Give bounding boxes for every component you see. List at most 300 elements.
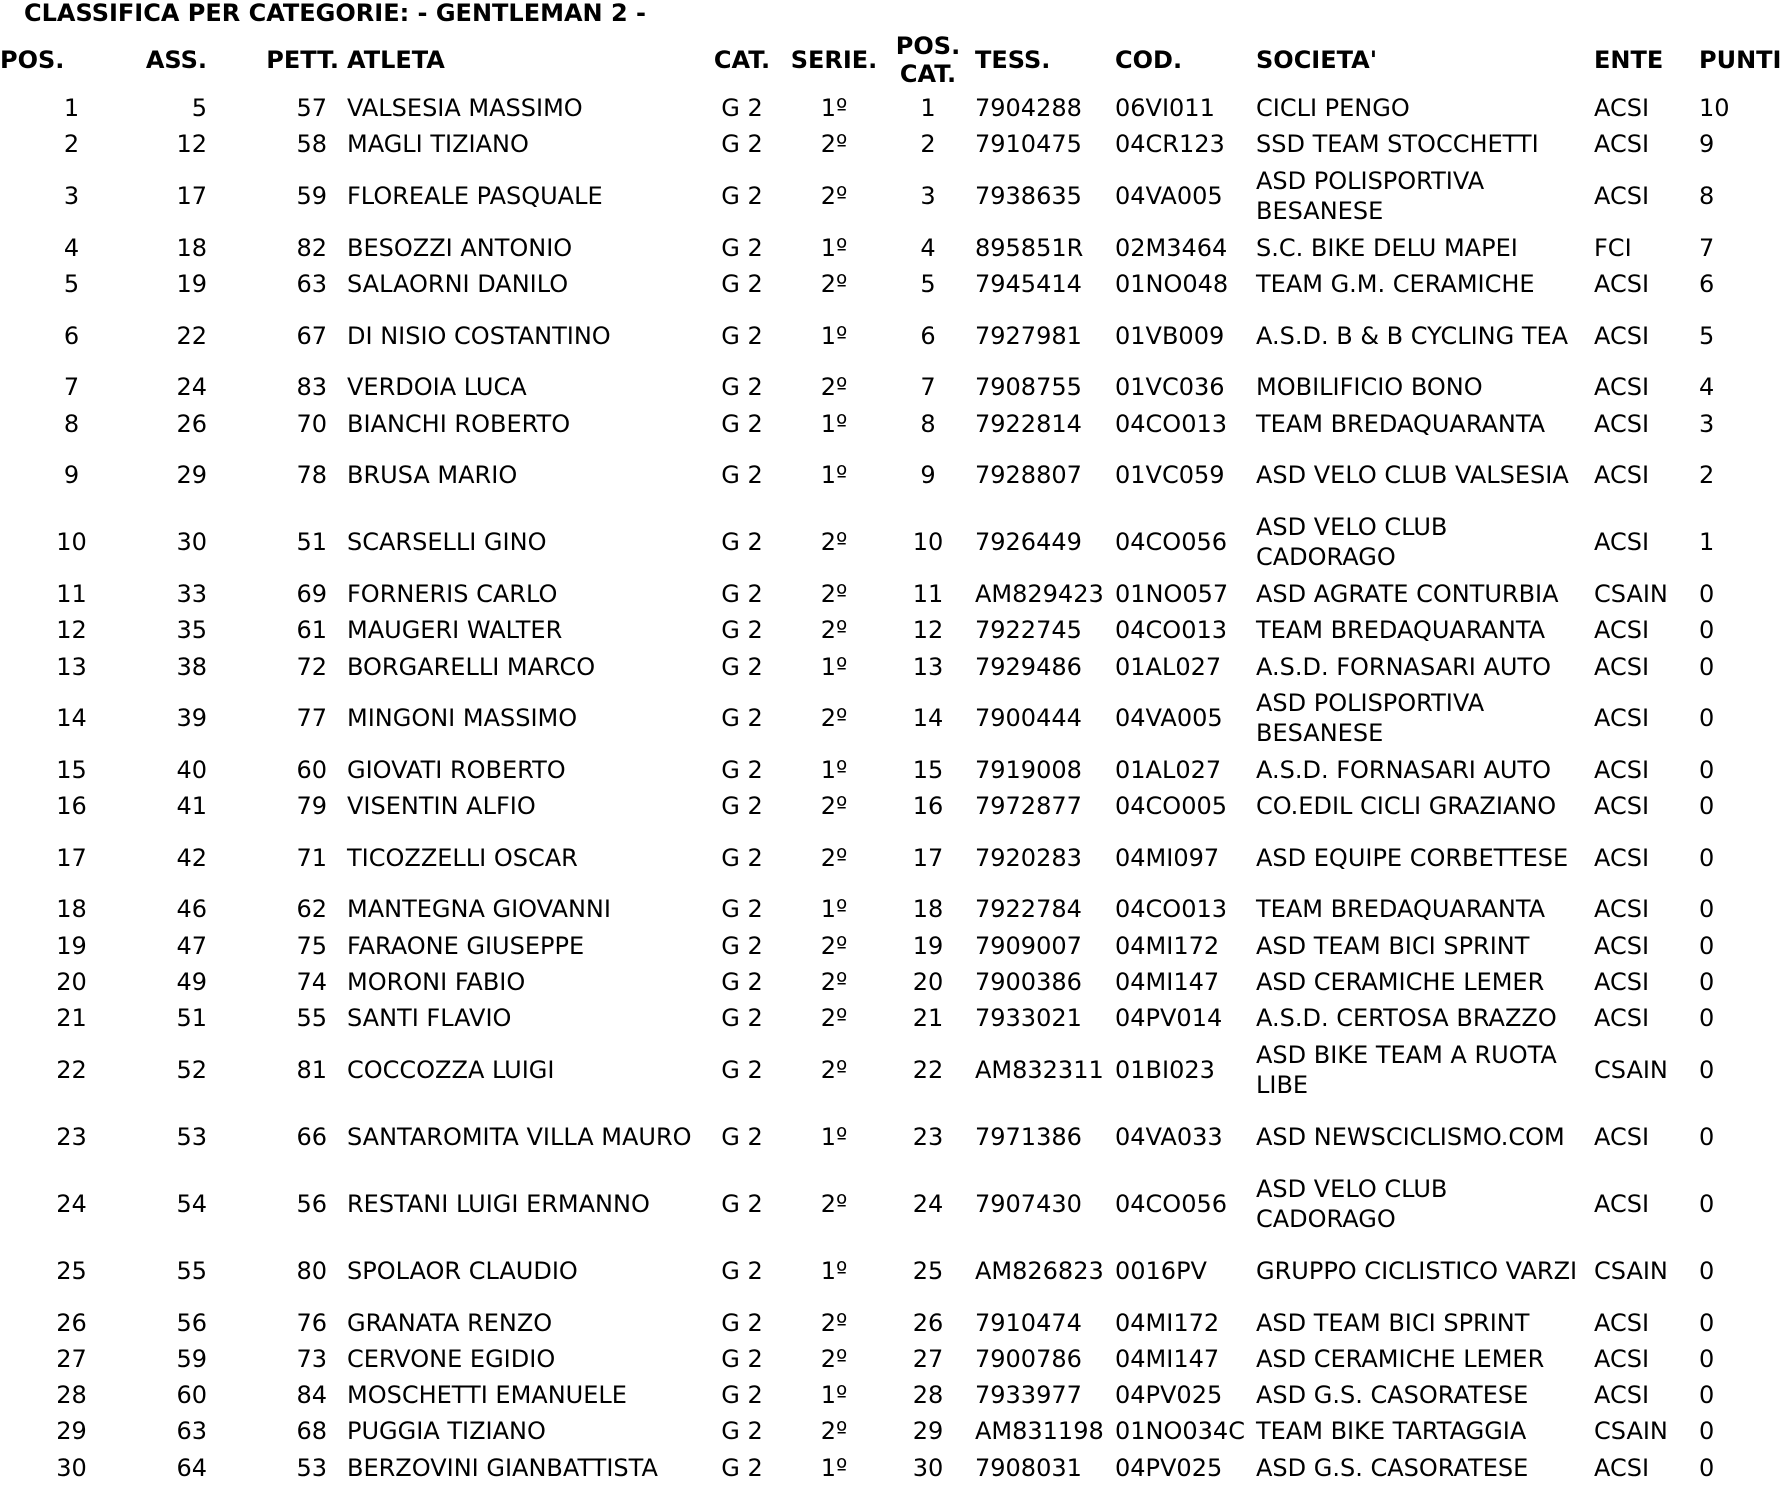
cell-punti: 0: [1699, 755, 1715, 784]
cell-pos: 7: [63, 373, 80, 402]
table-row: [0, 1237, 1789, 1304]
cell-pos: 24: [56, 1189, 87, 1218]
cell-cat: G 2: [721, 270, 763, 299]
cell-tess: AM831198: [975, 1417, 1104, 1446]
header-ente: ENTE: [1594, 46, 1664, 74]
cell-pett: 66: [296, 1122, 327, 1151]
cell-atleta: BORGARELLI MARCO: [347, 652, 596, 681]
table-row: [0, 1000, 1789, 1036]
cell-ass: 18: [176, 233, 207, 262]
header-pos-cat-line2: CAT.: [899, 60, 957, 88]
cell-cat: G 2: [721, 792, 763, 821]
table-row: [0, 788, 1789, 824]
cell-serie: 1º: [820, 1453, 848, 1482]
cell-pos: 25: [56, 1256, 87, 1285]
table-row: [0, 405, 1789, 441]
cell-atleta: MORONI FABIO: [347, 968, 526, 996]
cell-societa: A.S.D. CERTOSA BRAZZO: [1256, 1004, 1557, 1033]
cell-tess: 7904288: [975, 94, 1082, 123]
cell-cod: 01VB009: [1115, 321, 1225, 350]
cell-serie: 2º: [820, 528, 848, 557]
cell-serie: 1º: [820, 1122, 848, 1151]
table-row: [0, 126, 1789, 162]
cell-tess: 7927981: [975, 321, 1082, 350]
cell-societa: ASD NEWSCICLISMO.COM: [1256, 1122, 1565, 1151]
header-societa: SOCIETA': [1256, 46, 1378, 74]
cell-punti: 7: [1699, 233, 1715, 262]
cell-serie: 2º: [820, 1055, 848, 1084]
cell-cod: 01VC036: [1115, 373, 1225, 402]
cell-serie: 2º: [820, 968, 848, 996]
cell-cat: G 2: [721, 321, 763, 350]
cell-pos: 14: [56, 704, 87, 733]
cell-cat: G 2: [721, 1004, 763, 1033]
cell-ente: ACSI: [1594, 1381, 1650, 1410]
cell-tess: 7907430: [975, 1189, 1082, 1218]
cell-tess: 7922814: [975, 409, 1082, 438]
cell-tess: 7908031: [975, 1453, 1082, 1482]
cell-serie: 1º: [820, 755, 848, 784]
cell-punti: 0: [1699, 704, 1715, 733]
cell-ass: 55: [176, 1256, 207, 1285]
cell-ass: 54: [176, 1189, 207, 1218]
cell-punti: 0: [1699, 1381, 1715, 1410]
cell-tess: AM832311: [975, 1055, 1104, 1084]
cell-pett: 55: [296, 1004, 327, 1033]
cell-societa: ASD TEAM BICI SPRINT: [1256, 931, 1530, 960]
cell-societa: CICLI PENGO: [1256, 94, 1410, 123]
cell-atleta: MAUGERI WALTER: [347, 616, 563, 645]
cell-societa: A.S.D. B & B CYCLING TEA: [1256, 321, 1569, 350]
cell-pos-cat: 12: [912, 616, 944, 645]
cell-pos-cat: 6: [920, 321, 936, 350]
table-row: [0, 1450, 1789, 1486]
table-row: [0, 824, 1789, 891]
table-row: [0, 685, 1789, 752]
cell-punti: 0: [1699, 968, 1715, 996]
cell-pos-cat: 21: [912, 1004, 944, 1033]
cell-cat: G 2: [721, 755, 763, 784]
cell-ente: ACSI: [1594, 843, 1650, 872]
cell-ente: ACSI: [1594, 968, 1650, 996]
cell-serie: 2º: [820, 1308, 848, 1337]
cell-cat: G 2: [721, 461, 763, 490]
cell-punti: 8: [1699, 182, 1715, 211]
cell-pos: 8: [63, 409, 80, 438]
cell-ente: CSAIN: [1594, 1417, 1668, 1446]
cell-pos: 12: [56, 616, 87, 645]
cell-punti: 0: [1699, 1344, 1715, 1373]
table-row: [0, 90, 1789, 126]
cell-pos: 6: [63, 321, 80, 350]
cell-tess: 7919008: [975, 755, 1082, 784]
cell-cod: 04PV025: [1115, 1453, 1223, 1482]
cell-pett: 53: [296, 1453, 327, 1482]
cell-serie: 1º: [820, 1256, 848, 1285]
cell-ente: ACSI: [1594, 1453, 1650, 1482]
table-row: [0, 1036, 1789, 1103]
cell-societa: ASD VELO CLUB VALSESIA: [1256, 461, 1569, 490]
cell-pett: 72: [296, 652, 327, 681]
cell-ass: 64: [176, 1453, 207, 1482]
cell-cod: 04CO013: [1115, 409, 1227, 438]
table-row: [0, 1377, 1789, 1413]
cell-cat: G 2: [721, 1122, 763, 1151]
table-row: [0, 1170, 1789, 1237]
cell-tess: 7900444: [975, 704, 1082, 733]
cell-pett: 81: [296, 1055, 327, 1084]
cell-atleta: RESTANI LUIGI ERMANNO: [347, 1189, 650, 1218]
cell-ass: 35: [176, 616, 207, 645]
cell-pos: 2: [63, 130, 80, 159]
cell-serie: 2º: [820, 843, 848, 872]
cell-pett: 63: [296, 270, 327, 299]
cell-cod: 04MI147: [1115, 1344, 1220, 1373]
cell-serie: 2º: [820, 1004, 848, 1033]
cell-cat: G 2: [721, 895, 763, 924]
cell-atleta: SANTAROMITA VILLA MAURO: [347, 1122, 692, 1151]
cell-tess: 7945414: [975, 270, 1082, 299]
cell-ass: 56: [176, 1308, 207, 1337]
cell-pos: 9: [63, 461, 80, 490]
cell-cod: 01AL027: [1115, 652, 1222, 681]
cell-pos: 28: [56, 1381, 87, 1410]
cell-pos: 20: [56, 968, 87, 996]
cell-tess: 7900786: [975, 1344, 1082, 1373]
cell-pos: 18: [56, 895, 87, 924]
cell-societa: TEAM BIKE TARTAGGIA: [1256, 1417, 1527, 1446]
cell-societa: CO.EDIL CICLI GRAZIANO: [1256, 792, 1557, 821]
cell-atleta: FARAONE GIUSEPPE: [347, 931, 585, 960]
cell-tess: 7909007: [975, 931, 1082, 960]
cell-serie: 2º: [820, 616, 848, 645]
cell-serie: 2º: [820, 373, 848, 402]
cell-cod: 04VA033: [1115, 1122, 1223, 1151]
cell-ente: CSAIN: [1594, 579, 1668, 608]
cell-serie: 1º: [820, 461, 848, 490]
cell-serie: 1º: [820, 1381, 848, 1410]
cell-pos-cat: 1: [920, 94, 936, 123]
cell-serie: 2º: [820, 270, 848, 299]
cell-punti: 0: [1699, 1122, 1715, 1151]
cell-pett: 80: [296, 1256, 327, 1285]
header-pos: POS.: [0, 46, 65, 74]
cell-atleta: BERZOVINI GIANBATTISTA: [347, 1453, 658, 1482]
cell-pett: 83: [296, 373, 327, 402]
table-row: [0, 369, 1789, 405]
cell-cod: 06VI011: [1115, 94, 1215, 123]
cell-ente: FCI: [1594, 233, 1632, 262]
cell-pos-cat: 4: [920, 233, 936, 262]
cell-pos: 22: [56, 1055, 87, 1084]
cell-cat: G 2: [721, 843, 763, 872]
table-row: [0, 302, 1789, 369]
cell-societa: A.S.D. FORNASARI AUTO: [1256, 755, 1551, 784]
cell-pett: 57: [296, 94, 327, 123]
cell-ente: ACSI: [1594, 94, 1650, 123]
cell-pett: 76: [296, 1308, 327, 1337]
cell-societa: TEAM BREDAQUARANTA: [1256, 616, 1546, 645]
header-tess: TESS.: [975, 46, 1051, 74]
cell-cat: G 2: [721, 652, 763, 681]
cell-societa: ASD VELO CLUB CADORAGO: [1256, 513, 1448, 572]
cell-pett: 59: [296, 182, 327, 211]
cell-pett: 84: [296, 1381, 327, 1410]
cell-pos-cat: 14: [912, 704, 944, 733]
cell-ass: 42: [176, 843, 207, 872]
cell-pett: 82: [296, 233, 327, 262]
cell-pos: 27: [56, 1344, 87, 1373]
cell-tess: 7929486: [975, 652, 1082, 681]
table-row: [0, 1304, 1789, 1340]
cell-cat: G 2: [721, 130, 763, 159]
cell-ass: 22: [176, 321, 207, 350]
cell-cat: G 2: [721, 409, 763, 438]
cell-ass: 30: [176, 528, 207, 557]
cell-pos: 4: [63, 233, 80, 262]
cell-ente: ACSI: [1594, 461, 1650, 490]
cell-pett: 74: [296, 968, 327, 996]
header-pos-cat: [885, 30, 971, 90]
cell-pos-cat: 24: [912, 1189, 944, 1218]
cell-societa: ASD G.S. CASORATESE: [1256, 1453, 1529, 1482]
cell-ente: ACSI: [1594, 182, 1650, 211]
cell-cat: G 2: [721, 1453, 763, 1482]
cell-punti: 0: [1699, 931, 1715, 960]
cell-societa: SSD TEAM STOCCHETTI: [1256, 130, 1539, 159]
header-ass: ASS.: [145, 46, 207, 74]
cell-atleta: VISENTIN ALFIO: [347, 792, 536, 821]
cell-societa: A.S.D. FORNASARI AUTO: [1256, 652, 1551, 681]
cell-societa: GRUPPO CICLISTICO VARZI: [1256, 1256, 1578, 1285]
cell-atleta: SANTI FLAVIO: [347, 1004, 512, 1033]
cell-atleta: FORNERIS CARLO: [347, 579, 558, 608]
cell-ass: 41: [176, 792, 207, 821]
cell-pos-cat: 11: [912, 579, 944, 608]
cell-cod: 04PV014: [1115, 1004, 1223, 1033]
cell-societa: ASD G.S. CASORATESE: [1256, 1381, 1529, 1410]
cell-punti: 6: [1699, 270, 1715, 299]
table-row: [0, 964, 1789, 1000]
cell-cod: 04MI147: [1115, 968, 1220, 996]
cell-atleta: SALAORNI DANILO: [347, 270, 569, 299]
cell-pos: 10: [56, 528, 87, 557]
cell-ente: ACSI: [1594, 704, 1650, 733]
cell-pos-cat: 20: [912, 968, 944, 996]
page-title: CLASSIFICA PER CATEGORIE: - GENTLEMAN 2 -: [24, 0, 647, 27]
cell-cat: G 2: [721, 579, 763, 608]
cell-atleta: PUGGIA TIZIANO: [347, 1417, 546, 1446]
cell-pett: 77: [296, 704, 327, 733]
cell-ass: 52: [176, 1055, 207, 1084]
cell-atleta: BRUSA MARIO: [347, 461, 518, 490]
cell-ente: ACSI: [1594, 1122, 1650, 1151]
cell-pos-cat: 25: [912, 1256, 944, 1285]
table-row: [0, 266, 1789, 302]
cell-pos-cat: 29: [912, 1417, 944, 1446]
cell-cod: 04VA005: [1115, 704, 1223, 733]
cell-punti: 0: [1699, 1004, 1715, 1033]
cell-tess: 7910475: [975, 130, 1082, 159]
cell-pos-cat: 13: [912, 652, 944, 681]
cell-ass: 63: [176, 1417, 207, 1446]
cell-cod: 04PV025: [1115, 1381, 1223, 1410]
cell-atleta: CERVONE EGIDIO: [347, 1344, 556, 1373]
cell-pett: 79: [296, 792, 327, 821]
cell-societa: ASD POLISPORTIVA BESANESE: [1256, 689, 1485, 748]
table-row: [0, 648, 1789, 684]
cell-societa: TEAM BREDAQUARANTA: [1256, 409, 1546, 438]
cell-cat: G 2: [721, 1189, 763, 1218]
cell-ente: CSAIN: [1594, 1055, 1668, 1084]
cell-pos-cat: 5: [920, 270, 936, 299]
cell-tess: 7933021: [975, 1004, 1082, 1033]
cell-cat: G 2: [721, 1417, 763, 1446]
cell-atleta: MAGLI TIZIANO: [347, 130, 529, 159]
cell-ass: 17: [176, 182, 207, 211]
cell-atleta: GIOVATI ROBERTO: [347, 755, 566, 784]
cell-serie: 2º: [820, 792, 848, 821]
cell-pett: 75: [296, 931, 327, 960]
cell-pos-cat: 7: [920, 373, 936, 402]
cell-serie: 1º: [820, 895, 848, 924]
cell-serie: 1º: [820, 652, 848, 681]
cell-serie: 1º: [820, 321, 848, 350]
cell-atleta: BIANCHI ROBERTO: [347, 409, 571, 438]
cell-ente: ACSI: [1594, 373, 1650, 402]
cell-ente: CSAIN: [1594, 1256, 1668, 1285]
cell-serie: 2º: [820, 1344, 848, 1373]
cell-ente: ACSI: [1594, 931, 1650, 960]
cell-ass: 39: [176, 704, 207, 733]
table-body: [0, 90, 1789, 1486]
cell-societa: ASD POLISPORTIVA BESANESE: [1256, 167, 1485, 226]
cell-tess: AM826823: [975, 1256, 1104, 1285]
header-pett: PETT.: [266, 46, 339, 74]
cell-atleta: COCCOZZA LUIGI: [347, 1055, 555, 1084]
cell-serie: 1º: [820, 94, 848, 123]
cell-ass: 53: [176, 1122, 207, 1151]
cell-pos-cat: 2: [920, 130, 936, 159]
cell-ente: ACSI: [1594, 270, 1650, 299]
cell-tess: AM829423: [975, 579, 1104, 608]
cell-atleta: SPOLAOR CLAUDIO: [347, 1256, 578, 1285]
cell-ente: ACSI: [1594, 616, 1650, 645]
cell-ente: ACSI: [1594, 1004, 1650, 1033]
cell-serie: 2º: [820, 579, 848, 608]
cell-ente: ACSI: [1594, 409, 1650, 438]
cell-ass: 51: [176, 1004, 207, 1033]
cell-punti: 0: [1699, 652, 1715, 681]
cell-societa: TEAM G.M. CERAMICHE: [1256, 270, 1535, 299]
cell-tess: 7971386: [975, 1122, 1082, 1151]
cell-punti: 2: [1699, 461, 1715, 490]
cell-pos: 3: [63, 182, 80, 211]
cell-ente: ACSI: [1594, 755, 1650, 784]
cell-punti: 0: [1699, 1453, 1715, 1482]
cell-atleta: FLOREALE PASQUALE: [347, 182, 603, 211]
cell-cod: 04CO056: [1115, 528, 1227, 557]
cell-punti: 0: [1699, 579, 1715, 608]
cell-pos: 5: [63, 270, 80, 299]
cell-cod: 04VA005: [1115, 182, 1223, 211]
cell-ente: ACSI: [1594, 895, 1650, 924]
cell-cat: G 2: [721, 233, 763, 262]
table-row: [0, 1341, 1789, 1377]
cell-atleta: VALSESIA MASSIMO: [347, 94, 583, 123]
cell-pett: 61: [296, 616, 327, 645]
header-serie: SERIE.: [790, 46, 878, 74]
cell-cod: 04MI172: [1115, 931, 1220, 960]
cell-ass: 24: [176, 373, 207, 402]
cell-ente: ACSI: [1594, 1308, 1650, 1337]
table-row: [0, 442, 1789, 509]
cell-cod: 02M3464: [1115, 233, 1228, 262]
cell-cod: 01AL027: [1115, 755, 1222, 784]
cell-tess: 7920283: [975, 843, 1082, 872]
cell-pos-cat: 17: [912, 843, 944, 872]
cell-atleta: SCARSELLI GINO: [347, 528, 547, 557]
cell-societa: ASD CERAMICHE LEMER: [1256, 1344, 1545, 1373]
cell-cat: G 2: [721, 931, 763, 960]
header-punti: PUNTI: [1699, 46, 1782, 74]
cell-serie: 2º: [820, 704, 848, 733]
cell-cat: G 2: [721, 1344, 763, 1373]
cell-ass: 40: [176, 755, 207, 784]
cell-serie: 2º: [820, 931, 848, 960]
cell-cod: 04MI172: [1115, 1308, 1220, 1337]
cell-pos: 15: [56, 755, 87, 784]
cell-ente: ACSI: [1594, 130, 1650, 159]
cell-atleta: TICOZZELLI OSCAR: [347, 843, 578, 872]
cell-pett: 70: [296, 409, 327, 438]
cell-pos: 21: [56, 1004, 87, 1033]
cell-punti: 3: [1699, 409, 1715, 438]
cell-cod: 04CO005: [1115, 792, 1227, 821]
cell-atleta: MOSCHETTI EMANUELE: [347, 1381, 627, 1410]
cell-pos-cat: 28: [912, 1381, 944, 1410]
table-row: [0, 509, 1789, 576]
cell-pos: 26: [56, 1308, 87, 1337]
cell-pett: 73: [296, 1344, 327, 1373]
cell-societa: TEAM BREDAQUARANTA: [1256, 895, 1546, 924]
cell-ass: 26: [176, 409, 207, 438]
cell-tess: 7908755: [975, 373, 1082, 402]
cell-pos-cat: 27: [912, 1344, 944, 1373]
cell-pos: 17: [56, 843, 87, 872]
cell-pos-cat: 3: [920, 182, 936, 211]
cell-societa: ASD EQUIPE CORBETTESE: [1256, 843, 1569, 872]
cell-pett: 51: [296, 528, 327, 557]
header-pos-cat-line1: POS.: [895, 32, 961, 60]
cell-ass: 29: [176, 461, 207, 490]
cell-tess: 7922745: [975, 616, 1082, 645]
cell-tess: 895851R: [975, 233, 1084, 262]
cell-serie: 2º: [820, 182, 848, 211]
cell-cod: 04MI097: [1115, 843, 1220, 872]
cell-atleta: DI NISIO COSTANTINO: [347, 321, 611, 350]
cell-serie: 1º: [820, 233, 848, 262]
cell-ass: 60: [176, 1381, 207, 1410]
cell-atleta: BESOZZI ANTONIO: [347, 233, 573, 262]
cell-pos: 11: [56, 579, 87, 608]
cell-pos-cat: 23: [912, 1122, 944, 1151]
cell-cod: 04CR123: [1115, 130, 1225, 159]
cell-cod: 0016PV: [1115, 1256, 1207, 1285]
cell-punti: 9: [1699, 130, 1715, 159]
cell-cod: 04CO013: [1115, 616, 1227, 645]
cell-ente: ACSI: [1594, 528, 1650, 557]
